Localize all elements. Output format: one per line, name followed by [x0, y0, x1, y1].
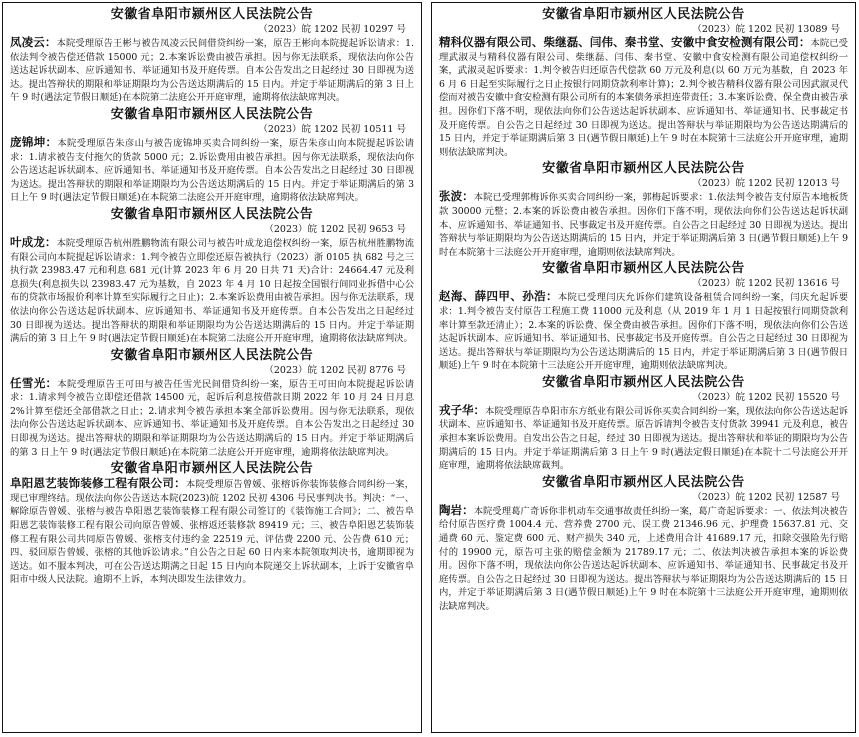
party-name: 戎子华： [439, 402, 486, 417]
notice-text: 本院受理葛广奇诉你非机动车交通事故责任纠纷一案，葛广奇起诉要求：一、依法判决被告给付原告医疗费 1004.4 元、营养费 2700 元、误工费 21346.96 元、护理费 15637.81 元、交通费 60 元、鉴定费 600 元、财产损失 340 元，上述费用合计 41689.17 元，扣除交强险先行赔付的 19900 元，原告可主张的赔偿金额为 21789.17 元；二、依法判决被告承担本案的诉讼费用。因你下落不明，现依法向你公告送达起诉状副本、应诉通知书、举证通知书、民事裁定书及开庭传票。自公告之日起经过 30 日即视为送达。提出答辩状与举证期限均为公告送达期满后的 15 日内，并定于举证期满后第 3 日(遇节假日顺延)上午 9 时在本院第十三法庭公开开庭审理，逾期则依法缺席判决。 [439, 505, 848, 612]
court-notice [439, 261, 848, 373]
notice-text: 本院受理原告王可田与被告任雪光民间借贷纠纷一案，原告王可田向本院提起诉讼请求：1.请求判令被告立即偿还借款 14500 元，起诉后利息按借款日期 2022 年 10 月 24 日月息 2%计算至偿还全部借款之日止；2.请求判令被告承担本案全部诉讼费用。因与你无法联系，现依法向你公告送达起诉状副本、应诉通知书、举证通知书及开庭传票。自本公告发出之日起经过 30 日即视为送达。提出答辩状的期限和举证期限均为公告送达期满后的 15 日内。并定于举证期满后的第 3 日上午 9 时(遇法定节假日顺延)在本院第二法庭公开开庭审理，逾期将依法缺席判决。 [10, 378, 414, 458]
notice-title: 安徽省阜阳市颍州区人民法院公告 [110, 347, 314, 363]
notice-title: 安徽省阜阳市颍州区人民法院公告 [542, 261, 745, 277]
party-name: 庞锦坤： [10, 134, 58, 149]
notice-body [10, 477, 414, 587]
notice-text: 本院受理原告杭州胜鹏物流有限公司与被告叶成龙追偿权纠纷一案，原告杭州胜鹏物流有限公司向本院提起诉讼请求：1.判令被告立即偿还原告被执行（2023）浙 0105 执 682 号之三执行款 23983.47 元和利息 681 元(计算 2023 年 6 月 20 日共 71 天)合计：24664.47 元及利息损失(利息损失以 23983.47 元为基数，自 2023 年 4 月 10 日起按全国银行间同业拆借中心公布的贷款市场报价利率计算至实际履行之日止)；2.本案诉讼费用由被告承担。因与你无法联系，现依法向你公告送达起诉状副本、应诉通知书、举证通知书及开庭传票。自本公告发出之日起经过 30 日即视为送达。提出答辩状的期限和举证期限均为公告送达期满后的 15 日内。并定于举证期满后的第 3 日上午 9 时(遇法定节假日顺延)在本院第二法庭公开开庭审理，逾期将依法缺席判决。 [10, 237, 414, 345]
party-name: 阜阳恩艺装饰装修工程有限公司： [10, 476, 186, 491]
notice-title: 安徽省阜阳市颍州区人民法院公告 [110, 7, 314, 22]
court-notice [439, 375, 848, 473]
party-name: 叶成龙： [10, 234, 57, 249]
court-notice [10, 461, 414, 587]
party-name: 陶岩： [439, 502, 474, 517]
case-number: （2023）皖 1202 民初 12013 号 [692, 178, 840, 190]
court-notice [10, 348, 414, 460]
party-name: 赵海、薛四甲、孙浩： [439, 289, 558, 304]
notice-title: 安徽省阜阳市颍州区人民法院公告 [542, 161, 745, 177]
notice-body [10, 36, 414, 105]
notice-text: 本院已受理闫庆允诉你们建筑设备租赁合同纠纷一案，闫庆允起诉要求：1.判令被告支付原告工程施工费 11000 元及利息（从 2019 年 1 月 1 日起按银行同期贷款利率计算至款还清止）；2.本案的诉讼费、保全费由被告承担。因你们下落不明，现依法向你们公告送达起诉状副本、应诉通知书、举证通知书、民事裁定书及开庭传票。自公告之日起经过 30 日即视为送达。提出答辩状与举证期限均为公告送达期满后的 15 日内，并定于举证期满后第 3 日(遇节假日顺延)上午 9 时在本院第十三法庭公开开庭审理，逾期则依法缺席判决。 [439, 292, 848, 372]
notice-text: 本院已受理郭梅诉你买卖合同纠纷一案，郭梅起诉要求：1.依法判令被告支付原告本地板货款 30000 元整；2.本案的诉讼费由被告承担。因你们下落不明，现依法向你们公告送达起诉状副本、应诉通知书、举证通知书、民事裁定书及开庭传票。自公告之日起经过 30 日即视为送达。提出答辩状与举证期限均为公告送达期满后的 15 日内，并定于举证期满后第 3 日(遇节假日顺延)上午 9 时在本院第十三法庭公开开庭审理，逾期则依法缺席判决。 [439, 192, 848, 258]
case-number: （2023）皖 1202 民初 12587 号 [692, 491, 840, 503]
case-number: （2023）皖 1202 民初 8776 号 [264, 364, 406, 376]
party-name: 精科仪器有限公司、柴继磊、闫伟、秦书堂、安徽中食安检测有限公司： [439, 35, 811, 49]
notice-title: 安徽省阜阳市颍州区人民法院公告 [542, 7, 745, 22]
notice-body [439, 404, 848, 473]
case-number: （2023）皖 1202 民初 13616 号 [692, 278, 840, 290]
notice-column-left [2, 2, 422, 733]
case-number: （2023）皖 1202 民初 15520 号 [692, 391, 840, 403]
notice-body [439, 190, 848, 259]
case-number: （2023）皖 1202 民初 10297 号 [258, 24, 406, 35]
notice-body [439, 36, 848, 159]
notice-text: 本院受理原告曾媛、张榕诉你装饰装修合同纠纷一案，现已审理终结。现依法向你公告送达本院(2023)皖 1202 民初 4306 号民事判决书。判决：“一、解除原告曾媛、张榕与被告阜阳恩艺装饰装修工程有限公司签订的《装饰施工合同》；二、被告阜阳恩艺装饰装修工程有限公司向原告曾媛、张榕返还装修款 89419 元；三、被告阜阳恩艺装饰装修工程有限公司共同原告曾媛、张榕支付违约金 22519 元、评估费 2200 元、公告费 610 元；四、驳回原告曾媛、张榕的其他诉讼请求。”自公告之日起 60 日内来本院领取判决书，逾期即视为送达。如不服本判决，可在公告送达期满之日起 15 日内向本院递交上诉状副本，上诉于安徽省阜阳市中级人民法院。逾期不上诉，本判决即发生法律效力。 [10, 479, 414, 586]
notice-title: 安徽省阜阳市颍州区人民法院公告 [542, 474, 745, 490]
case-number: （2023）皖 1202 民初 9653 号 [264, 223, 406, 235]
case-number: （2023）皖 1202 民初 10511 号 [258, 123, 406, 135]
court-notice [439, 161, 848, 259]
court-notice [439, 475, 848, 614]
notice-title: 安徽省阜阳市颍州区人民法院公告 [542, 374, 745, 390]
notice-column-right [431, 2, 856, 733]
notice-title: 安徽省阜阳市颍州区人民法院公告 [110, 461, 314, 477]
notice-body [439, 504, 848, 614]
notice-body [10, 136, 414, 205]
case-number: （2023）皖 1202 民初 13089 号 [692, 24, 840, 35]
notice-text: 本院受理原告阜阳市东方纸业有限公司诉你买卖合同纠纷一案，现依法向你公告送达起诉状副本、应诉通知书、举证通知书及开庭传票。原告诉请判令被告支付货款 39941 元及利息，被告承担本案诉讼费用。自发出公告之日起，经过 30 日即视为送达。提出答辩状和举证的期限均为公告期满后的 15 日内。并定于举证期满后第 3 日上午 9 时(遇法定假日顺延)在本院十二号法庭公开开庭审理，逾期将依法缺席裁判。 [439, 405, 848, 472]
notice-body [10, 236, 414, 346]
notice-title: 安徽省阜阳市颍州区人民法院公告 [110, 206, 314, 222]
court-notice [10, 7, 414, 105]
court-notice [10, 207, 414, 346]
court-notice [10, 107, 414, 205]
party-name: 任雪光： [10, 375, 58, 390]
notice-body [439, 290, 848, 373]
notice-body [10, 377, 414, 460]
notice-title: 安徽省阜阳市颍州区人民法院公告 [110, 106, 314, 122]
party-name: 凤凌云： [10, 35, 57, 49]
court-notice [439, 7, 848, 159]
notice-text: 本院已受理武淑灵与精科仪器有限公司、柴继磊、闫伟、秦书堂、安徽中食安检测有限公司追偿权纠纷一案，武淑灵起诉要求：1.判令被告归还原告代偿款 60 万元及利息(以 60 万元为基数，自 2023 年 6 月 6 日起至实际履行之日止按银行同期贷款利率计算)；2.判令被告精科仪器有限公司因武淑灵代偿而对被告安徽中食安检测有限公司所有的本案债务承担连带责任；3.本案诉讼费、保全费由被告承担。因你们下落不明，现依法向你们公告送达起诉状副本、应诉通知书、举证通知书、民事裁定书及开庭传票。自公告之日起经过 30 日即视为送达。提出答辩状与举证期限均为公告送达期满后的 15 日内，并定于举证期满后第 3 日(遇节假日顺延)上午 9 时在本院第十三法庭公开开庭审理，逾期则依法缺席判决。 [439, 38, 848, 158]
notice-text: 本院受理原告朱彦山与被告庞锦坤买卖合同纠纷一案，原告朱彦山向本院提起诉讼请求：1.请求被告支付拖欠的货款 5000 元；2.诉讼费用由被告承担。因与你无法联系，现依法向你公告送达起诉状副本、应诉通知书、举证通知书及开庭传票。自本公告发出之日起经过 30 日即视为送达。提出答辩状的期限和举证期限均为公告送达期满后的 15 日内。并定于举证期满后的第 3 日上午 9 时(遇法定节假日顺延)在本院第二法庭公开开庭审理，逾期将依法缺席判决。 [10, 137, 414, 204]
notice-text: 本院受理原告王彬与被告凤凌云民间借贷纠纷一案，原告王彬向本院提起诉讼请求：1.依法判令被告偿还借款 15000 元；2.本案诉讼费由被告承担。因与你无法联系，现依法向你公告送达起诉状副本、应诉通知书、举证通知书及开庭传票。自本公告发出之日起经过 30 日即视为送达。提出答辩状的期限和举证期限均为公告送达期满后的 15 日内。并定于举证期满后的第 3 日上午 9 时(遇法定节假日顺延)在本院第二法庭公开开庭审理，逾期将依法缺席判决。 [10, 38, 415, 104]
party-name: 张波： [439, 189, 474, 204]
